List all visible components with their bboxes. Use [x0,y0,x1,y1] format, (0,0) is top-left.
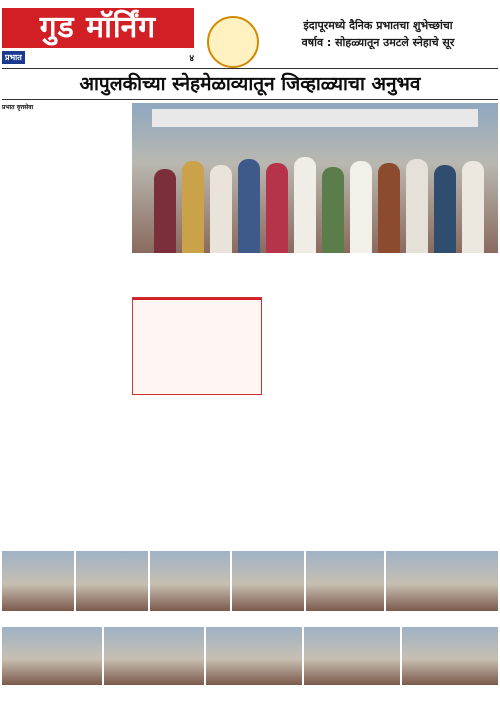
lead-photo [132,103,498,253]
photo-person [322,167,344,253]
article-column-1 [2,293,128,549]
masthead-right-line1: इंदापूरमध्ये दैनिक प्रभातचा शुभेच्छांचा [303,19,453,32]
photo-person [406,159,428,253]
photo-person [210,165,232,253]
masthead-title: गुड मॉर्निंग [2,8,194,48]
photo-person [378,163,400,253]
article-body [2,293,498,549]
masthead-subline [2,50,194,64]
brand-logo: प्रभात [2,51,25,64]
info-box-title [133,298,261,300]
photo-banner [152,109,478,127]
top-info-strip [2,0,498,8]
photo-person [182,161,204,253]
main-headline: आपुलकीच्या स्नेहमेळाव्यातून जिव्हाळ्याचा अनुभव [2,68,498,100]
gallery-photo [150,551,230,623]
gallery-photo [306,551,384,623]
gallery-photo [76,551,148,623]
gallery-photo [2,551,74,623]
gallery-photo [232,551,304,623]
gallery-photo [206,627,302,699]
masthead-right-line2: वर्षाव : सोहळ्यातून उमटले स्नेहाचे सूर [301,36,455,49]
photo-person [154,169,176,253]
lead-text [2,103,128,291]
info-box [132,297,262,395]
gallery-photo [402,627,498,699]
article-column-3 [264,293,378,549]
photo-person [238,159,260,253]
gallery-photo [304,627,400,699]
photo-person [350,161,372,253]
article-column-4 [382,293,498,549]
byline: प्रभात वृत्तसेवा [2,104,34,111]
lead-section [2,103,498,291]
photo-person [294,157,316,253]
gallery-photo [104,627,204,699]
photo-person [266,163,288,253]
page-number: ४ [189,53,194,64]
lead-photo-caption [132,255,498,291]
photo-person [434,165,456,253]
masthead [2,8,498,66]
masthead-right [260,18,496,50]
anniversary-badge [207,16,259,68]
photo-person [462,161,484,253]
gallery-photo [2,627,102,699]
article-column-2 [132,397,260,549]
gallery-photo [386,551,498,623]
photo-gallery [2,551,498,699]
masthead-left [2,8,194,66]
